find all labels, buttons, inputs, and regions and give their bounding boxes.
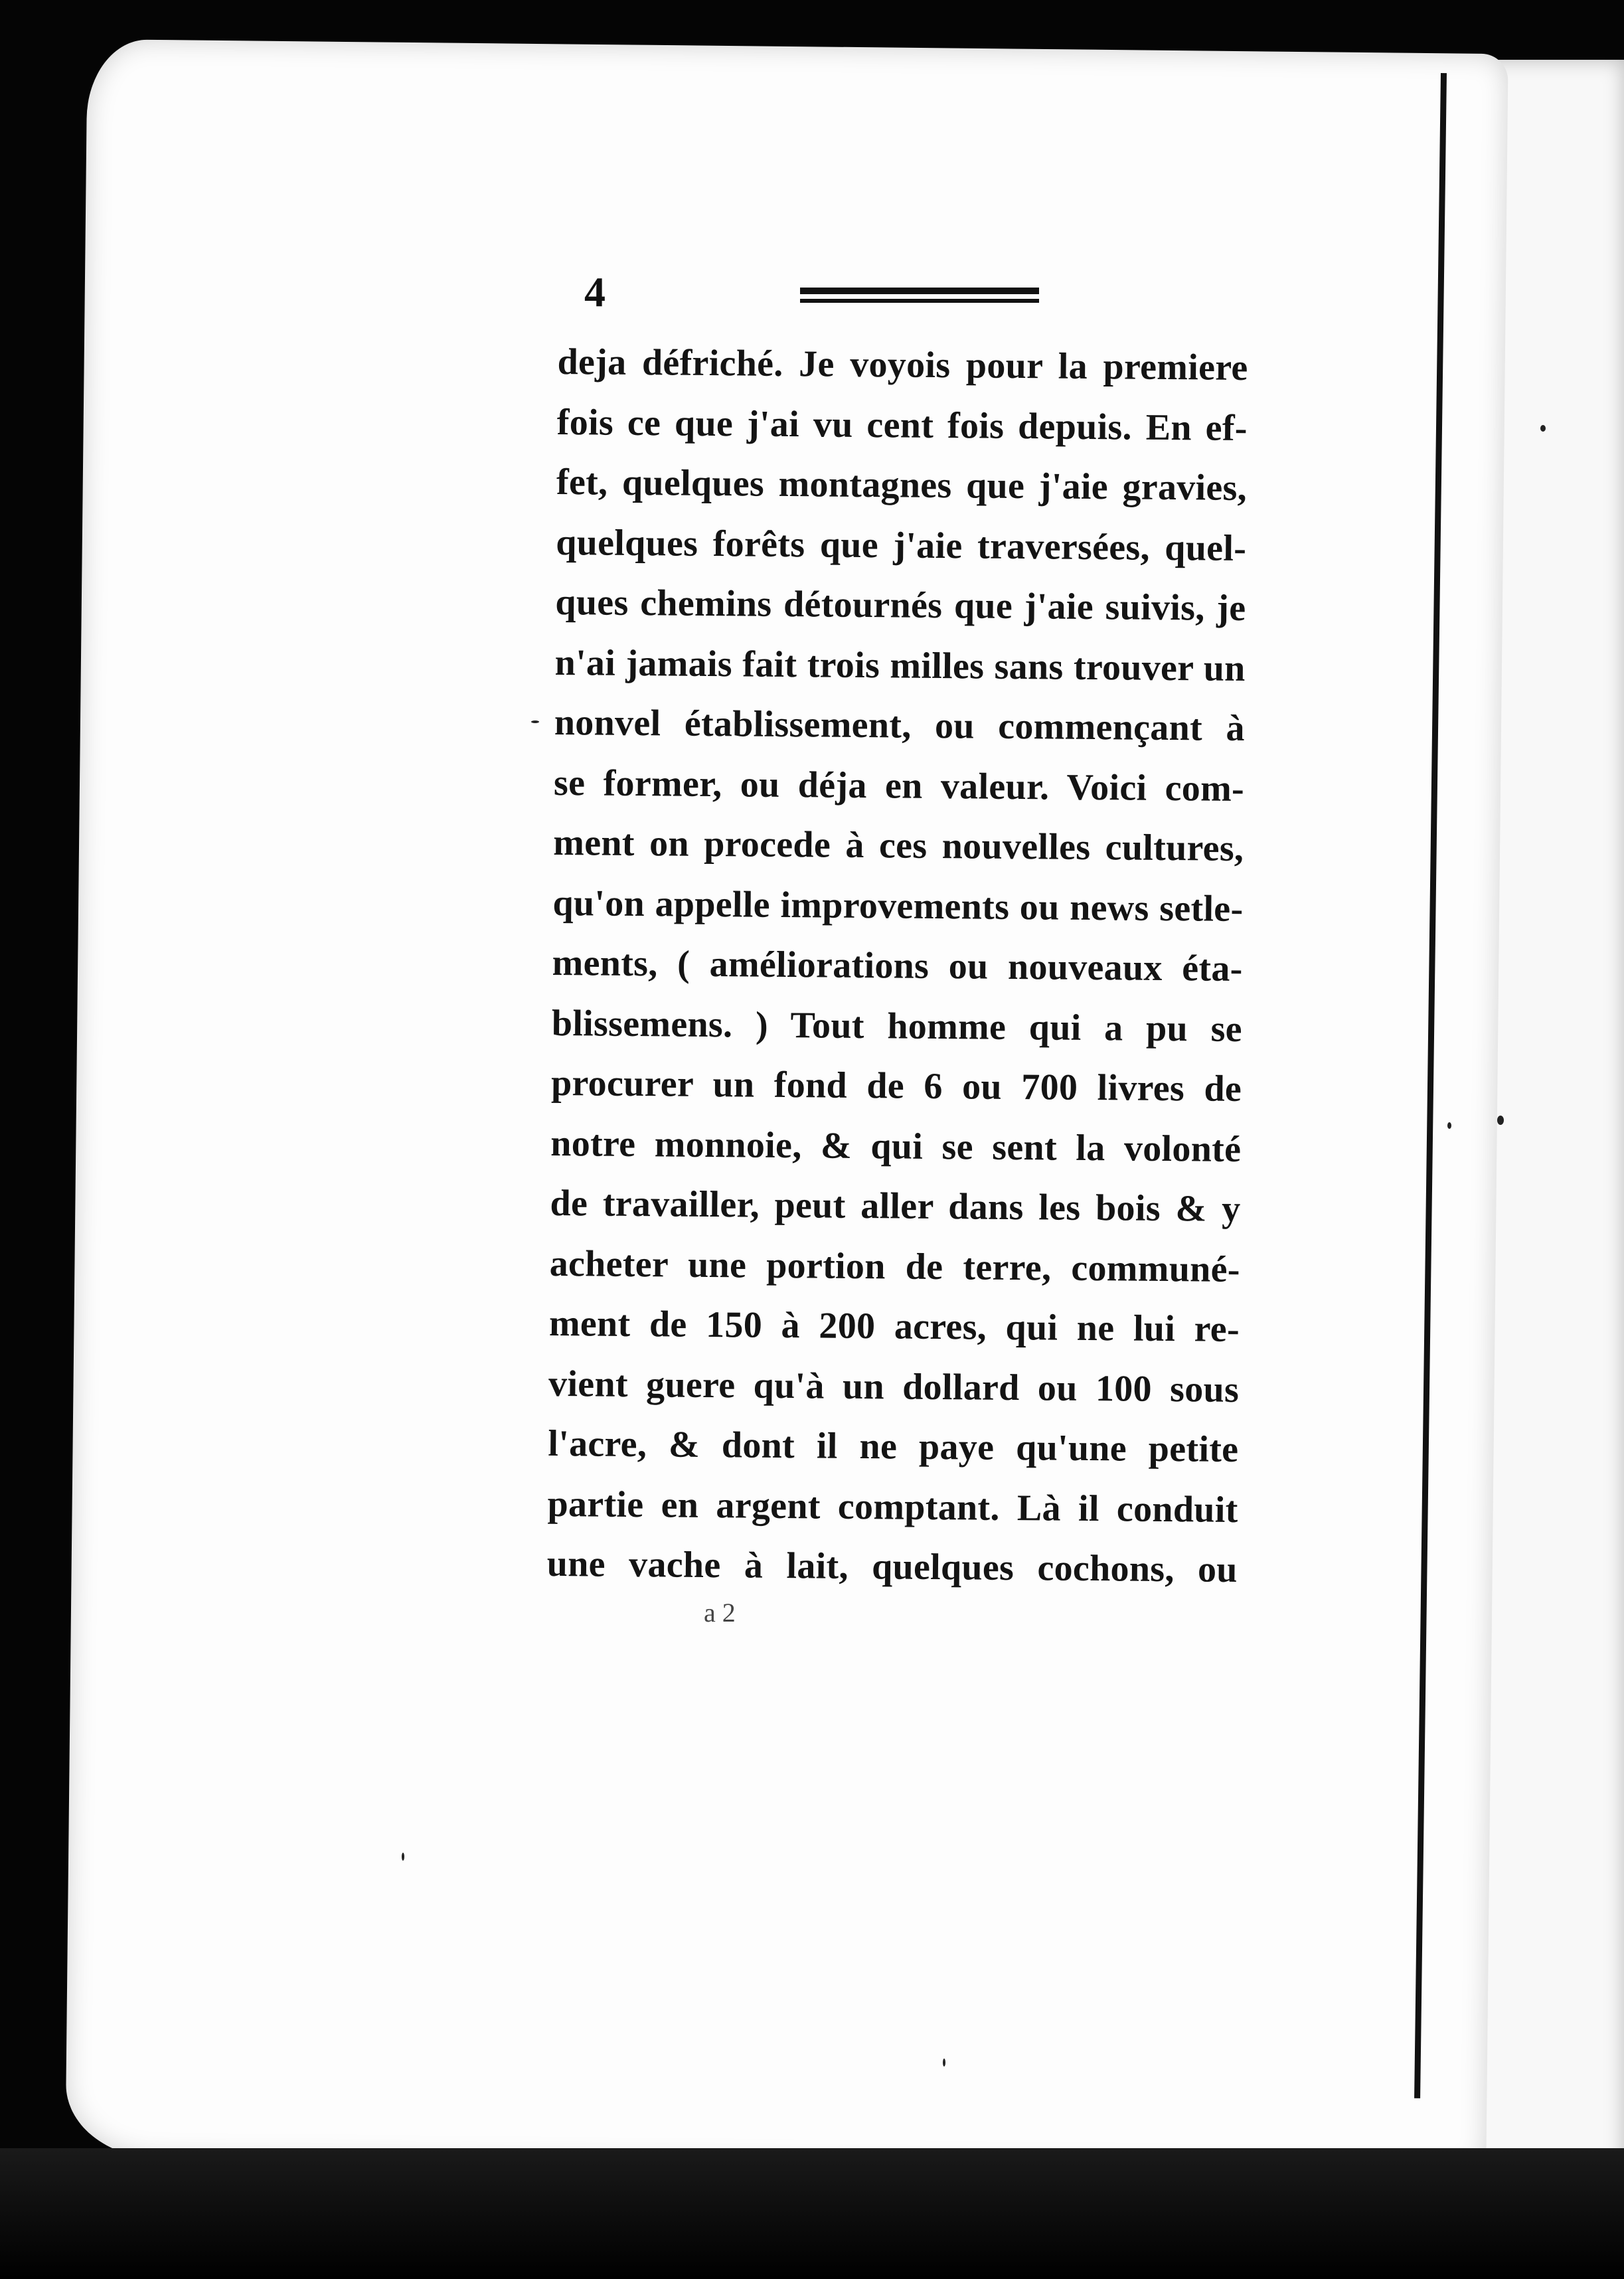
text-line: quelques forêts que j'aie traversées, quel- — [555, 521, 1247, 569]
text-line: ques chemins détournés que j'aie suivis, je — [555, 581, 1246, 630]
page-header — [584, 269, 1049, 322]
text-line: deja défriché. Je voyois pour la premiere — [557, 341, 1248, 389]
header-double-rule — [800, 288, 1039, 307]
text-line: n'ai jamais fait trois milles sans trouver un — [554, 641, 1246, 689]
text-line: qu'on appelle improvements ou news setle- — [552, 882, 1244, 930]
text-line: ments, ( améliorations ou nouveaux éta- — [552, 942, 1243, 990]
text-line: fet, quelques montagnes que j'aie gravies, — [556, 461, 1248, 509]
text-line: nonvel établissement, ou commençant à — [554, 701, 1246, 750]
text-line: fois ce que j'ai vu cent fois depuis. En ef- — [556, 401, 1248, 449]
text-line: ment on procede à ces nouvelles cultures, — [553, 821, 1244, 870]
body-text — [546, 332, 1248, 1600]
scan-speck — [531, 720, 539, 723]
text-line: partie en argent comptant. Là il conduit — [547, 1483, 1238, 1531]
bottom-shadow — [0, 2148, 1624, 2279]
text-line: blissemens. ) Tout homme qui a pu se — [551, 1002, 1243, 1050]
scan-speck — [1497, 1116, 1504, 1125]
page-number: 4 — [584, 268, 606, 315]
signature-mark: a 2 — [704, 1598, 736, 1628]
text-line: l'acre, & dont il ne paye qu'une petite — [548, 1422, 1239, 1471]
scan-speck — [943, 2059, 945, 2067]
text-line: acheter une portion de terre, communé- — [549, 1242, 1240, 1290]
scan-speck — [1447, 1122, 1451, 1129]
text-line: notre monnoie, & qui se sent la volonté — [550, 1122, 1242, 1170]
text-line: procurer un fond de 6 ou 700 livres de — [550, 1062, 1242, 1110]
scan-speck — [402, 1853, 404, 1861]
text-line: de travailler, peut aller dans les bois & y — [550, 1182, 1241, 1230]
text-line: ment de 150 à 200 acres, qui ne lui re- — [548, 1302, 1240, 1351]
text-line: vient guere qu'à un dollard ou 100 sous — [548, 1363, 1240, 1410]
scan-speck — [1540, 425, 1546, 432]
text-line: se former, ou déja en valeur. Voici com- — [553, 762, 1245, 809]
text-line: une vache à lait, quelques cochons, ou — [546, 1543, 1238, 1591]
